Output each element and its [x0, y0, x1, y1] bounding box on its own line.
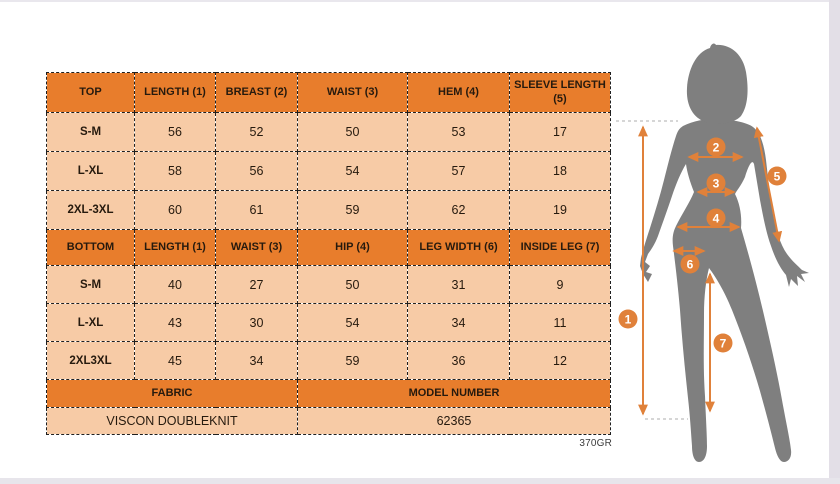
value-cell: 59	[298, 191, 408, 230]
size-label-cell: S-M	[47, 266, 135, 304]
top-header-cell: WAIST (3)	[298, 73, 408, 113]
size-label-cell: L-XL	[47, 304, 135, 342]
table-row	[47, 304, 611, 342]
value-cell: 52	[216, 113, 298, 152]
table-row	[47, 113, 611, 152]
marker-badge-5	[768, 167, 787, 186]
value-cell: 9	[510, 266, 611, 304]
value-cell: 34	[216, 342, 298, 380]
value-cell: 60	[135, 191, 216, 230]
bottom-header-cell: INSIDE LEG (7)	[510, 230, 611, 266]
value-cell: 12	[510, 342, 611, 380]
value-cell: 61	[216, 191, 298, 230]
marker-badge-3	[707, 174, 726, 193]
top-border-line	[0, 0, 840, 2]
value-cell: 62	[408, 191, 510, 230]
table-row	[47, 73, 611, 113]
model-number-value-cell: 62365	[298, 408, 611, 435]
value-cell: 17	[510, 113, 611, 152]
weight-footnote: 370GR	[579, 438, 612, 449]
size-label-cell: 2XL-3XL	[47, 191, 135, 230]
value-cell: 45	[135, 342, 216, 380]
top-header-cell: SLEEVE LENGTH (5)	[510, 73, 611, 113]
bottom-header-cell: LEG WIDTH (6)	[408, 230, 510, 266]
marker-number: 2	[712, 140, 720, 155]
value-cell: 31	[408, 266, 510, 304]
top-header-cell: HEM (4)	[408, 73, 510, 113]
marker-number: 6	[686, 257, 694, 272]
value-cell: 40	[135, 266, 216, 304]
marker-number: 7	[719, 336, 727, 351]
value-cell: 19	[510, 191, 611, 230]
table-row	[47, 408, 611, 435]
value-cell: 57	[408, 152, 510, 191]
value-cell: 58	[135, 152, 216, 191]
marker-badge-4	[707, 209, 726, 228]
table-row	[47, 380, 611, 408]
table-row	[47, 191, 611, 230]
bottom-header-cell: HIP (4)	[298, 230, 408, 266]
value-cell: 56	[216, 152, 298, 191]
size-chart-table	[46, 72, 611, 435]
value-cell: 54	[298, 304, 408, 342]
marker-badge-7	[714, 334, 733, 353]
top-header-cell: BREAST (2)	[216, 73, 298, 113]
value-cell: 18	[510, 152, 611, 191]
value-cell: 30	[216, 304, 298, 342]
value-cell: 11	[510, 304, 611, 342]
woman-head-silhouette	[687, 44, 748, 124]
value-cell: 56	[135, 113, 216, 152]
marker-number: 4	[712, 211, 720, 226]
size-label-cell: 2XL3XL	[47, 342, 135, 380]
value-cell: 53	[408, 113, 510, 152]
value-cell: 54	[298, 152, 408, 191]
marker-badge-6	[681, 255, 700, 274]
value-cell: 50	[298, 266, 408, 304]
model-number-header-cell: MODEL NUMBER	[298, 380, 611, 408]
marker-badge-2	[707, 138, 726, 157]
top-header-cell: TOP	[47, 73, 135, 113]
marker-badge-1	[619, 310, 638, 329]
value-cell: 34	[408, 304, 510, 342]
fabric-value-cell: VISCON DOUBLEKNIT	[47, 408, 298, 435]
size-label-cell: L-XL	[47, 152, 135, 191]
value-cell: 59	[298, 342, 408, 380]
size-label-cell: S-M	[47, 113, 135, 152]
top-header-cell: LENGTH (1)	[135, 73, 216, 113]
marker-number: 3	[712, 176, 720, 191]
table-row	[47, 230, 611, 266]
table-row	[47, 342, 611, 380]
value-cell: 27	[216, 266, 298, 304]
value-cell: 50	[298, 113, 408, 152]
table-row	[47, 266, 611, 304]
marker-number: 1	[624, 312, 632, 327]
marker-number: 5	[773, 169, 781, 184]
bottom-header-cell: LENGTH (1)	[135, 230, 216, 266]
bottom-header-cell: WAIST (3)	[216, 230, 298, 266]
bottom-header-cell: BOTTOM	[47, 230, 135, 266]
fabric-header-cell: FABRIC	[47, 380, 298, 408]
value-cell: 43	[135, 304, 216, 342]
table-row	[47, 152, 611, 191]
value-cell: 36	[408, 342, 510, 380]
measurement-figure	[600, 20, 840, 480]
